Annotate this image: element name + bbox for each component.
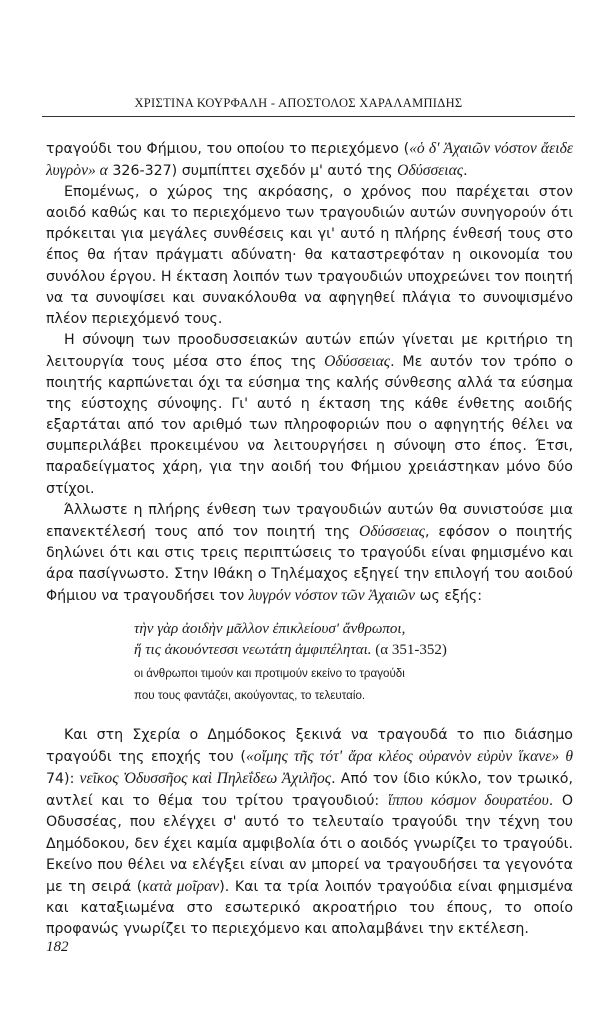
text-run: 74): xyxy=(46,771,80,788)
text-run: , εφόσον ο ποιητής δηλώνει ότι και στις τρεις περιπτώσεις το τραγούδι είναι φημισμένο και άρα πασίγνωστο. Στην Ιθάκη ο Τηλέμαχος εξηγεί την επιλογή του αοιδού Φήμιου να τραγουδήσει τον xyxy=(46,523,573,604)
verse-line-2 xyxy=(134,640,573,661)
quote-italic: νεῖκος Ὀδυσσῆος καὶ Πηλεΐδεω Ἀχιλῆος xyxy=(79,770,332,788)
quote-italic: κατὰ μοῖραν xyxy=(142,877,220,895)
text-run: Άλλωστε η πλήρης ένθεση των τραγουδιών αυτών θα συνιστούσε μια επανεκτέλεσή τους από τον ποιητή της xyxy=(46,501,573,540)
text-run: ως εξής: xyxy=(415,587,482,604)
title-italic: Οδύσσειας xyxy=(324,352,391,370)
quote-italic: ἵππου κόσμον δουρατέου xyxy=(387,792,549,810)
paragraph-4 xyxy=(46,500,573,607)
text-run: . xyxy=(463,163,468,180)
text-run: ). Και τα τρία λοιπόν τραγούδια είναι φημισμένα και καταξιωμένα στο εσωτερικό ακροατήριο του έπους, το οποίο προφανώς γνωρίζει το περιεχόμενο και απολαμβάνει την εκτέλεση. xyxy=(46,878,573,937)
paragraph-5 xyxy=(46,725,573,940)
paragraph-3 xyxy=(46,330,573,500)
text-run: . Με αυτόν τον τρόπο ο ποιητής καρπώνεται όχι τα εύσημα της καλής σύνθεσης αλλά τα εύσημα της εύστοχης σύνοψης. Γι' αυτό η έκταση της κάθε ένθετης αοιδής εξαρτάται από τον αριθμό των πληροφοριών που ο αφηγητής θέλει να συμπεριλάβει προκειμένου να λειτουργήσει η σύνοψη στο έπος. Έτσι, παραδείγματος χάρη, για την αοιδή του Φήμιου χρειάστηκαν μόνο δύο στίχοι. xyxy=(46,353,574,497)
quote-italic: λυγρόν νόστον τῶν Ἀχαιῶν xyxy=(248,586,416,604)
text-run: Η σύνοψη των προοδυσσειακών αυτών επών γίνεται με κριτήριο τη λειτουργία τους μέσα στο έπος της xyxy=(46,331,573,370)
verse-line-1: τὴν γὰρ ἀοιδὴν μᾶλλον ἐπικλείουσ' ἄνθρωποι, xyxy=(134,621,406,638)
text-run: 326-327) συμπίπτει σχεδόν μ' αυτό της xyxy=(107,163,398,180)
text-run: Και στη Σχερία ο Δημόδοκος ξεκινά να τραγουδά το πιο διάσημο τραγούδι της εποχής του ( xyxy=(46,727,573,766)
running-head: ΧΡΙΣΤΙΝΑ ΚΟΥΡΦΑΛΗ - ΑΠΟΣΤΟΛΟΣ ΧΑΡΑΛΑΜΠΙΔΗΣ xyxy=(134,96,463,110)
paragraph-2 xyxy=(46,182,573,330)
verse-reference: (α 351-352) xyxy=(371,642,447,659)
translation-line-1: οι άνθρωποι τιμούν και προτιμούν εκείνο το τραγούδι xyxy=(134,667,405,681)
verse-line-2-text: ἥ τις ἀκουόντεσσι νεωτάτη ἀμφιπέληται. xyxy=(134,642,372,659)
body-text xyxy=(46,138,573,940)
quote-italic: «ὁ δ' Ἀχαιῶν νόστον ἄειδε λυγρὸν» α xyxy=(46,140,573,180)
header-rule xyxy=(42,116,575,117)
text-run: . Ο Οδυσσέας, που ελέγχει σ' αυτό το τελευταίο τραγούδι την τέχνη του Δημόδοκου, δεν έχει καμία αμφιβολία ότι ο αοιδός γνωρίζει το τραγούδι. Εκείνο που θέλει να ελέγξει είναι αν μπορεί να τραγουδήσει τα γεγονότα με τη σειρά ( xyxy=(46,793,574,895)
text-run: . Από τον ίδιο κύκλο, τον τρωικό, αντλεί και το θέμα του τρίτου τραγουδιού: xyxy=(46,771,573,810)
paragraph-1 xyxy=(46,138,573,182)
spacer xyxy=(46,707,573,725)
verse-translation xyxy=(134,663,573,707)
text-run: Επομένως, ο χώρος της ακρόασης, ο χρόνος που παρέχεται στον αοιδό καθώς και το περιεχόμενο των τραγουδιών αυτών συνηγορούν ότι πρόκειται για μεγάλες συνθέσεις και γι' αυτό η πλήρης ένθεσή τους στο έπος θα ήταν πράγματι αδύνατη· θα καταστρεφόταν η οικονομία του συνόλου έργου. Η έκταση λοιπόν των τραγουδιών υποχρεώνει τον ποιητή να τα συνοψίσει και συνακόλουθα να αφηγηθεί πλάγια το συνοψισμένο πλέον περιεχόμενό τους. xyxy=(46,184,573,327)
title-italic: Οδύσσειας xyxy=(397,162,464,180)
page-number: 182 xyxy=(46,939,69,955)
title-italic: Οδύσσειας xyxy=(358,522,425,540)
text-run: τραγούδι του Φήμιου, του οποίου το περιεχόμενο ( xyxy=(46,141,410,157)
translation-line-2: που τους φαντάζει, ακούγοντας, το τελευταίο. xyxy=(134,689,366,703)
quote-italic: «οἴμης τῆς τότ' ἄρα κλέος οὐρανὸν εὐρὺν ἵκανε» θ xyxy=(245,748,573,766)
verse-quote xyxy=(134,619,573,661)
